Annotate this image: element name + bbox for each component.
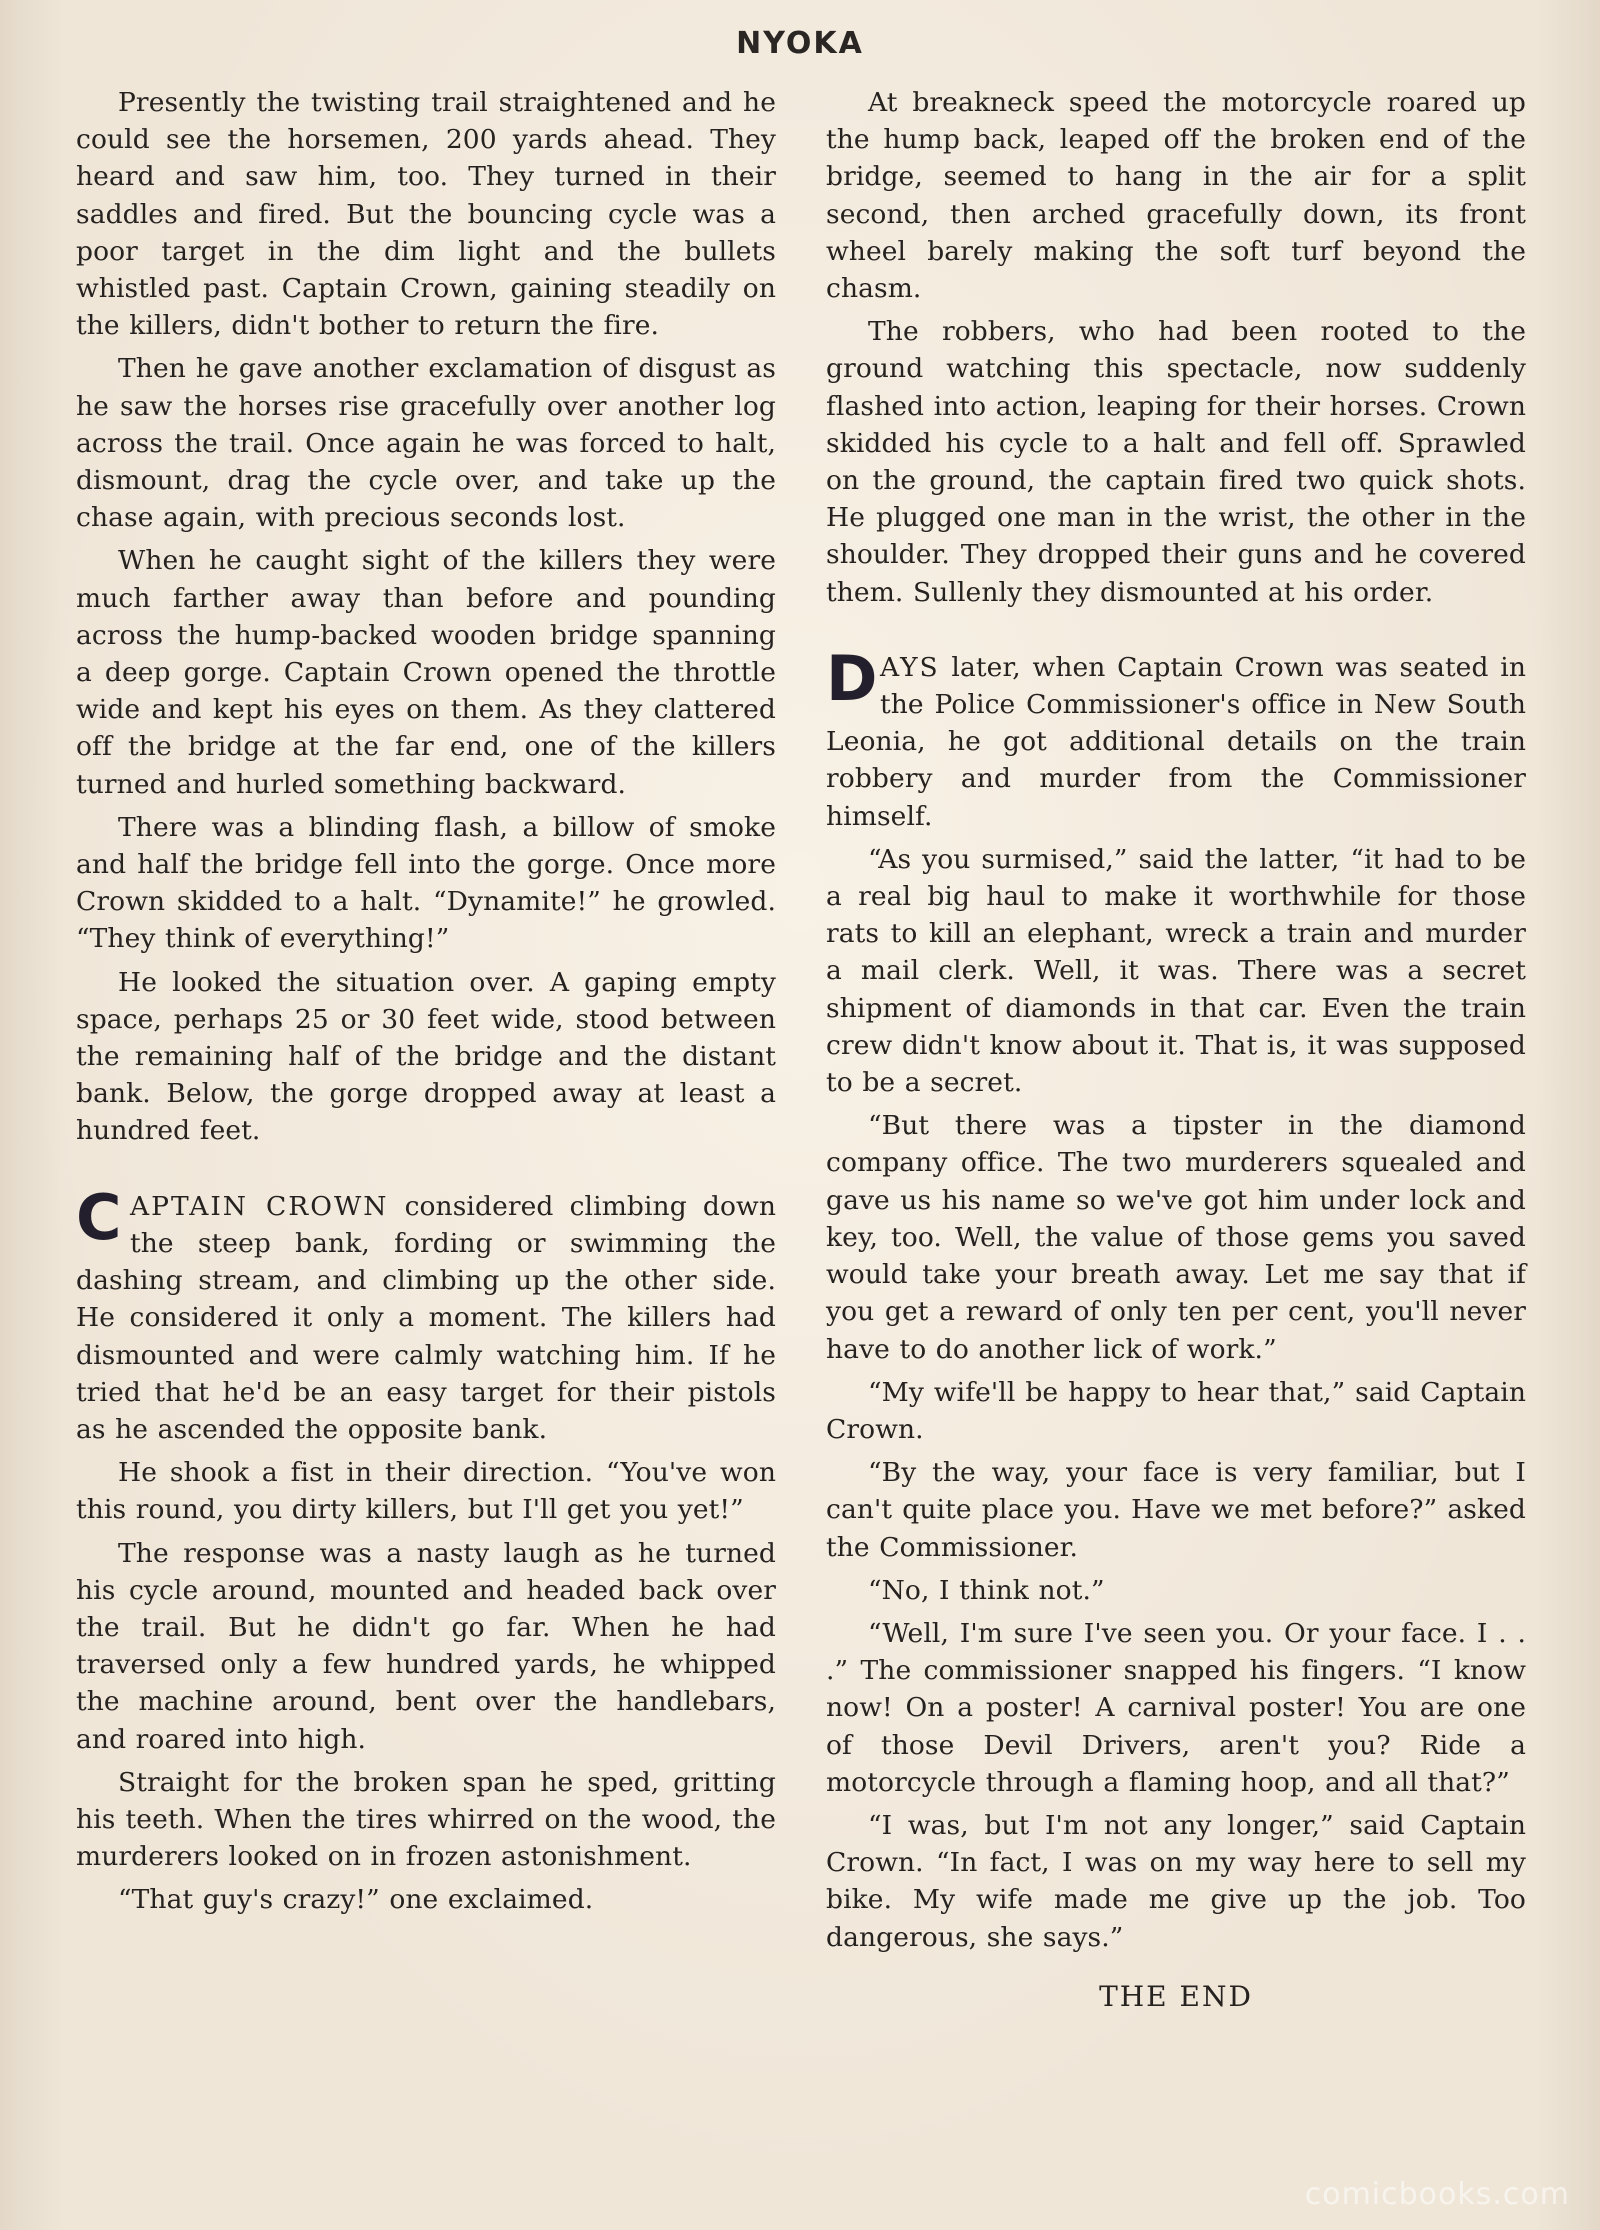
story-paragraph: “As you surmised,” said the latter, “it had to be a real big haul to make it worthwhile for those rats to kill an elephant, wreck a train and murder a mail clerk. Well, it was. There was a secret shipment of diamonds in that car. Even the train crew didn't know about it. That is, it was supposed to be a secret. xyxy=(826,843,1526,1099)
story-paragraph: He looked the situation over. A gaping empty space, perhaps 25 or 30 feet wide, stood between the remaining half of the bridge and the distant bank. Below, the gorge dropped away at least a hundred feet. xyxy=(76,966,776,1147)
left-column xyxy=(76,84,776,1925)
story-paragraph: Straight for the broken span he sped, gritting his teeth. When the tires whirred on the wood, the murderers looked on in frozen astonishment. xyxy=(76,1766,776,1873)
drop-cap-letter: C xyxy=(76,1180,122,1254)
right-column xyxy=(826,84,1526,2013)
section-opening-paragraph xyxy=(76,1180,777,1448)
page-header-title: NYOKA xyxy=(736,26,864,61)
section-opening-caps: AYS xyxy=(880,651,940,683)
story-paragraph: The robbers, who had been rooted to the ground watching this spectacle, now suddenly flashed into action, leaping for their horses. Crown skidded his cycle to a halt and fell off. Sprawled on the ground, the captain fired two quick shots. He plugged one man in the wrist, the other in the shoulder. They dropped their guns and he covered them. Sullenly they dismounted at his order. xyxy=(826,316,1526,608)
story-paragraph: “By the way, your face is very familiar, but I can't quite place you. Have we met before?” asked the Commissioner. xyxy=(826,1457,1526,1563)
story-paragraph: Presently the twisting trail straightened and he could see the horsemen, 200 yards ahead. They heard and saw him, too. They turned in their saddles and fired. But the bouncing cycle was a poor target in the dim light and the bullets whistled past. Captain Crown, gaining steadily on the killers, didn't bother to return the fire. xyxy=(76,87,776,342)
story-paragraph: He shook a fist in their direction. “You've won this round, you dirty killers, but I'll get you yet!” xyxy=(76,1457,776,1526)
story-paragraph: “Well, I'm sure I've seen you. Or your face. I . . .” The commissioner snapped his fingers. “I know now! On a poster! A carnival poster! You are one of those Devil Drivers, aren't you? Ride a motorcycle through a flaming hoop, and all that?” xyxy=(826,1617,1526,1798)
story-paragraph: Then he gave another exclamation of disgust as he saw the horses rise gracefully over another log across the trail. Once again he was forced to halt, dismount, drag the cycle over, and take up the chase again, with precious seconds lost. xyxy=(76,353,776,534)
section-opening-paragraph xyxy=(826,641,1526,835)
section-opening-text: considered climbing down the steep bank, fording or swimming the dashing stream, and climbing up the other side. He considered it only a moment. The killers had dismounted and were calmly watching him. If he tried that he'd be an easy target for their pistols as he ascended the opposite bank. xyxy=(76,1190,777,1445)
watermark-text: comicbooks.com xyxy=(1304,2177,1570,2212)
story-paragraph: “My wife'll be happy to hear that,” said Captain Crown. xyxy=(826,1376,1526,1445)
story-paragraph: When he caught sight of the killers they were much farther away than before and pounding across the hump-backed wooden bridge spanning a deep gorge. Captain Crown opened the throttle wide and kept his eyes on them. As they clattered off the bridge at the far end, one of the killers turned and hurled something backward. xyxy=(76,545,776,800)
section-opening-text: later, when Captain Crown was seated in the Police Commissioner's office in New South Leonia, he got additional details on the train robbery and murder from the Commissioner himself. xyxy=(826,651,1526,832)
story-paragraph: There was a blinding flash, a billow of smoke and half the bridge fell into the gorge. Once more Crown skidded to a halt. “Dynamite!” he growled. “They think of everything!” xyxy=(76,811,776,955)
drop-cap-letter: D xyxy=(826,641,878,715)
story-paragraph: “That guy's crazy!” one exclaimed. xyxy=(118,1884,594,1916)
section-opening-caps: APTAIN CROWN xyxy=(130,1190,389,1222)
story-paragraph: The response was a nasty laugh as he turned his cycle around, mounted and headed back over the trail. But he didn't go far. When he had traversed only a few hundred yards, he whipped the machine around, bent over the handlebars, and roared into high. xyxy=(76,1537,776,1755)
story-paragraph: “No, I think not.” xyxy=(868,1574,1105,1606)
story-paragraph: At breakneck speed the motorcycle roared up the hump back, leaped off the broken end of the bridge, seemed to hang in the air for a split second, then arched gracefully down, its front wheel barely making the soft turf beyond the chasm. xyxy=(826,87,1526,305)
story-paragraph: “But there was a tipster in the diamond company office. The two murderers squealed and gave us his name so we've got him under lock and key, too. Well, the value of those gems you saved would take your breath away. Let me say that if you get a reward of only ten per cent, you'll never have to do another lick of work.” xyxy=(826,1110,1526,1365)
story-paragraph: “I was, but I'm not any longer,” said Captain Crown. “In fact, I was on my way here to sell my bike. My wife made me give up the job. Too dangerous, she says.” xyxy=(826,1809,1526,1953)
the-end-label: THE END xyxy=(1099,1979,1253,2013)
